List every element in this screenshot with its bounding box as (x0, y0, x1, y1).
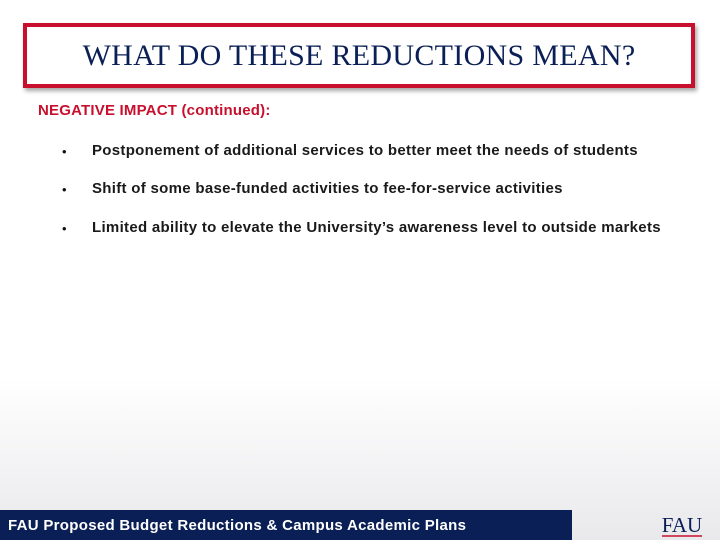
footer-text: FAU Proposed Budget Reductions & Campus Academic Plans (8, 517, 467, 534)
logo-text: FAU (661, 513, 703, 537)
bullet-icon: • (62, 144, 67, 159)
bullet-item (0, 180, 720, 204)
title-box (23, 23, 695, 88)
bullet-text: Limited ability to elevate the University’s awareness level to outside markets (92, 219, 661, 236)
bullet-icon: • (62, 182, 67, 197)
fau-logo-icon (658, 512, 706, 538)
bullet-text: Shift of some base-funded activities to fee-for-service activities (92, 180, 563, 197)
bullet-item (0, 219, 720, 243)
bullet-icon: • (62, 221, 67, 236)
bullet-text: Postponement of additional services to better meet the needs of students (92, 142, 638, 159)
bullet-item (0, 142, 720, 166)
subheading: NEGATIVE IMPACT (continued): (38, 102, 271, 119)
slide-title: WHAT DO THESE REDUCTIONS MEAN? (82, 38, 636, 72)
